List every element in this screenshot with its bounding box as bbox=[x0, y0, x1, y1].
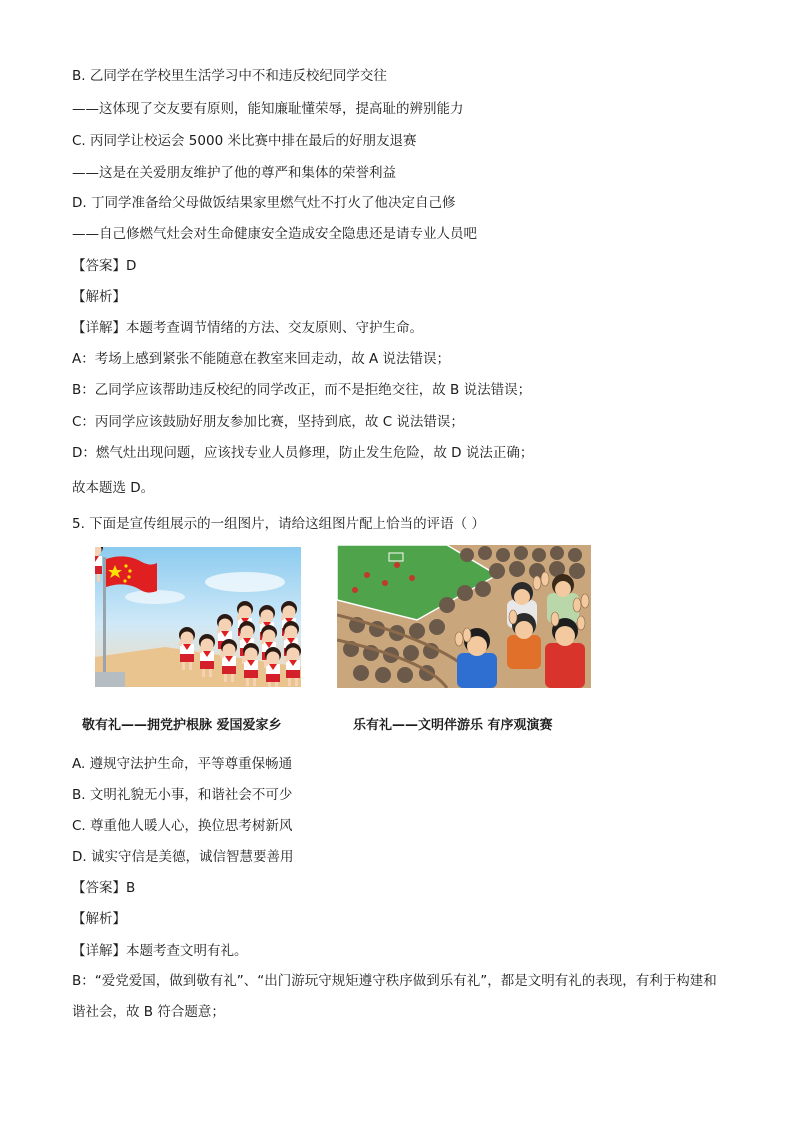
stadium-audience-illustration bbox=[337, 545, 591, 688]
q4-conclusion: 故本题选 D。 bbox=[72, 480, 155, 496]
q4-option-b-note: ——这体现了交友要有原则，能知廉耻懂荣辱，提高耻的辨别能力 bbox=[72, 101, 464, 117]
q4-explanation-c: C：丙同学应该鼓励好朋友参加比赛，坚持到底，故 C 说法错误； bbox=[72, 414, 464, 430]
flag-salute-illustration bbox=[95, 547, 301, 687]
detail-label: 【详解】 bbox=[72, 943, 126, 959]
flag-salute-image bbox=[95, 547, 301, 687]
q5-option-b: B. 文明礼貌无小事，和谐社会不可少 bbox=[72, 787, 293, 803]
figure-caption-right: 乐有礼——文明伴游乐 有序观演赛 bbox=[353, 718, 553, 733]
figure-caption-left: 敬有礼——拥党护根脉 爱国爱家乡 bbox=[82, 718, 282, 733]
answer-label: 【答案】 bbox=[72, 880, 126, 896]
q4-option-c-note: ——这是在关爱朋友维护了他的尊严和集体的荣誉利益 bbox=[72, 165, 396, 181]
answer-label: 【答案】 bbox=[72, 258, 126, 274]
q4-option-d: D. 丁同学准备给父母做饭结果家里燃气灶不打火了他决定自己修 bbox=[72, 195, 456, 211]
q4-answer bbox=[72, 256, 136, 276]
q5-option-c: C. 尊重他人暖人心，换位思考树新风 bbox=[72, 818, 293, 834]
answer-value: D bbox=[126, 258, 137, 274]
q4-option-b: B. 乙同学在学校里生活学习中不和违反校纪同学交往 bbox=[72, 68, 387, 84]
q4-detail bbox=[72, 318, 423, 338]
q4-explanation-b: B：乙同学应该帮助违反校纪的同学改正，而不是拒绝交往，故 B 说法错误； bbox=[72, 382, 532, 398]
q4-analysis-label: 【解析】 bbox=[72, 289, 126, 305]
q5-detail bbox=[72, 941, 248, 961]
q4-explanation-d: D：燃气灶出现问题，应该找专业人员修理，防止发生危险，故 D 说法正确； bbox=[72, 445, 534, 461]
detail-text: 本题考查调节情绪的方法、交友原则、守护生命。 bbox=[126, 320, 423, 336]
q4-option-d-note: ——自己修燃气灶会对生命健康安全造成安全隐患还是请专业人员吧 bbox=[72, 226, 477, 242]
q5-analysis-label: 【解析】 bbox=[72, 911, 126, 927]
q5-option-d: D. 诚实守信是美德，诚信智慧要善用 bbox=[72, 849, 294, 865]
q5-option-a: A. 遵规守法护生命，平等尊重保畅通 bbox=[72, 756, 293, 772]
q4-explanation-a: A：考场上感到紧张不能随意在教室来回走动，故 A 说法错误； bbox=[72, 351, 451, 367]
q5-answer bbox=[72, 878, 135, 898]
q5-stem: 5. 下面是宣传组展示的一组图片，请给这组图片配上恰当的评语（ ） bbox=[72, 516, 485, 532]
answer-value: B bbox=[126, 880, 136, 896]
detail-text: 本题考查文明有礼。 bbox=[126, 943, 248, 959]
q5-explanation: B：“爱党爱国，做到敬有礼”、“出门游玩守规矩遵守秩序做到乐有礼”，都是文明有礼的表现，有利于构建和谐社会，故 B 符合题意； bbox=[72, 973, 717, 1020]
q4-option-c: C. 丙同学让校运会 5000 米比赛中排在最后的好朋友退赛 bbox=[72, 133, 417, 149]
detail-label: 【详解】 bbox=[72, 320, 126, 336]
stadium-audience-image bbox=[337, 545, 591, 688]
